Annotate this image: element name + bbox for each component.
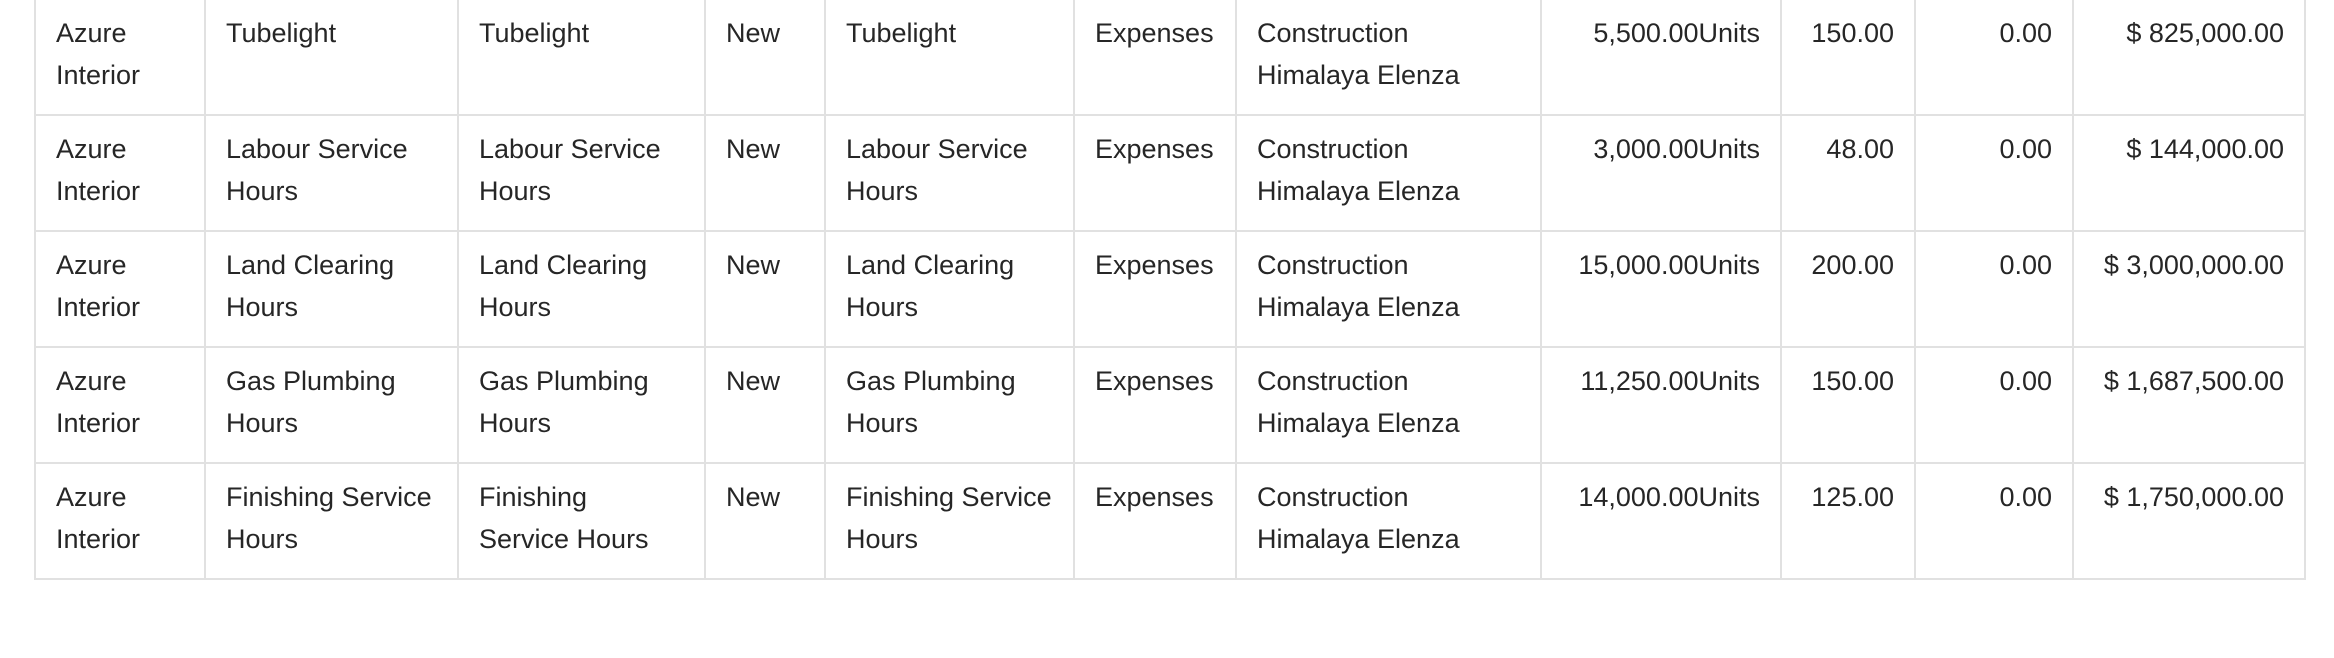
discount-cell: 0.00	[1915, 115, 2073, 231]
description-cell: Finishing Service Hours	[458, 463, 705, 579]
discount-cell: 0.00	[1915, 0, 2073, 115]
status-cell: New	[705, 463, 825, 579]
name-cell: Labour Service Hours	[825, 115, 1074, 231]
description-cell: Land Clearing Hours	[458, 231, 705, 347]
name-cell: Finishing Service Hours	[825, 463, 1074, 579]
category-cell: Expenses	[1074, 231, 1236, 347]
status-cell: New	[705, 231, 825, 347]
project-cell: Construction Himalaya Elenza	[1236, 347, 1541, 463]
description-cell: Gas Plumbing Hours	[458, 347, 705, 463]
table-row[interactable]	[35, 347, 2305, 463]
status-cell: New	[705, 347, 825, 463]
table-row[interactable]	[35, 231, 2305, 347]
line-items-table	[34, 0, 2306, 580]
table-row[interactable]	[35, 0, 2305, 115]
quantity-cell: 5,500.00Units	[1541, 0, 1781, 115]
project-cell: Construction Himalaya Elenza	[1236, 0, 1541, 115]
description-cell: Labour Service Hours	[458, 115, 705, 231]
unit-price-cell: 48.00	[1781, 115, 1915, 231]
company-cell: Azure Interior	[35, 347, 205, 463]
name-cell: Land Clearing Hours	[825, 231, 1074, 347]
company-cell: Azure Interior	[35, 463, 205, 579]
category-cell: Expenses	[1074, 463, 1236, 579]
company-cell: Azure Interior	[35, 0, 205, 115]
total-cell: $ 825,000.00	[2073, 0, 2305, 115]
table-row[interactable]	[35, 463, 2305, 579]
category-cell: Expenses	[1074, 115, 1236, 231]
discount-cell: 0.00	[1915, 463, 2073, 579]
quantity-cell: 15,000.00Units	[1541, 231, 1781, 347]
total-cell: $ 144,000.00	[2073, 115, 2305, 231]
unit-price-cell: 200.00	[1781, 231, 1915, 347]
quantity-cell: 14,000.00Units	[1541, 463, 1781, 579]
status-cell: New	[705, 0, 825, 115]
status-cell: New	[705, 115, 825, 231]
discount-cell: 0.00	[1915, 231, 2073, 347]
product-cell: Finishing Service Hours	[205, 463, 458, 579]
discount-cell: 0.00	[1915, 347, 2073, 463]
product-cell: Labour Service Hours	[205, 115, 458, 231]
name-cell: Gas Plumbing Hours	[825, 347, 1074, 463]
total-cell: $ 1,750,000.00	[2073, 463, 2305, 579]
unit-price-cell: 125.00	[1781, 463, 1915, 579]
product-cell: Tubelight	[205, 0, 458, 115]
description-cell: Tubelight	[458, 0, 705, 115]
unit-price-cell: 150.00	[1781, 347, 1915, 463]
category-cell: Expenses	[1074, 0, 1236, 115]
total-cell: $ 3,000,000.00	[2073, 231, 2305, 347]
product-cell: Gas Plumbing Hours	[205, 347, 458, 463]
company-cell: Azure Interior	[35, 231, 205, 347]
category-cell: Expenses	[1074, 347, 1236, 463]
unit-price-cell: 150.00	[1781, 0, 1915, 115]
quantity-cell: 3,000.00Units	[1541, 115, 1781, 231]
line-items-table-container	[34, 0, 2304, 580]
table-row[interactable]	[35, 115, 2305, 231]
project-cell: Construction Himalaya Elenza	[1236, 463, 1541, 579]
product-cell: Land Clearing Hours	[205, 231, 458, 347]
company-cell: Azure Interior	[35, 115, 205, 231]
name-cell: Tubelight	[825, 0, 1074, 115]
project-cell: Construction Himalaya Elenza	[1236, 115, 1541, 231]
total-cell: $ 1,687,500.00	[2073, 347, 2305, 463]
quantity-cell: 11,250.00Units	[1541, 347, 1781, 463]
project-cell: Construction Himalaya Elenza	[1236, 231, 1541, 347]
